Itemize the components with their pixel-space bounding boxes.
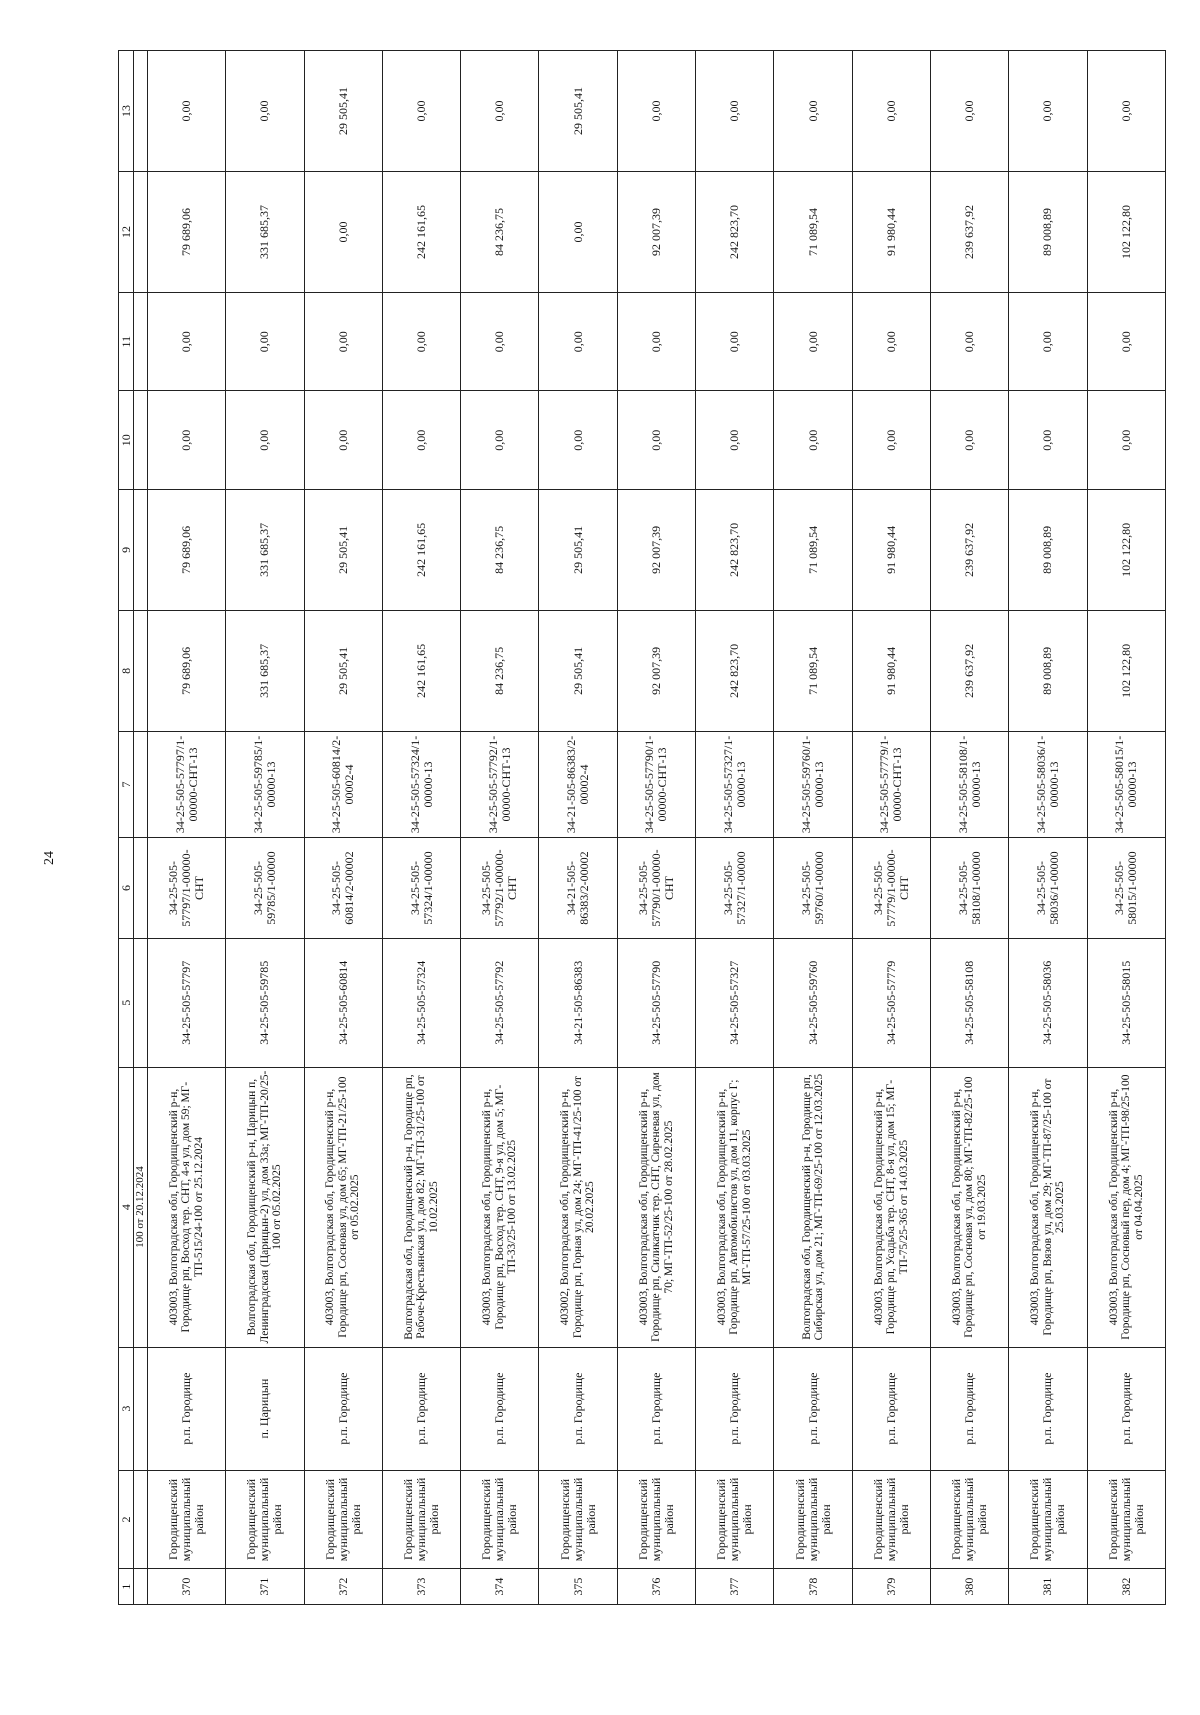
cell-amount-paid: 242 823,70 (696, 489, 774, 610)
cell-col-13: 0,00 (930, 51, 1008, 172)
cell-row-number: 381 (1009, 1569, 1087, 1605)
cell-address: 403003, Волгоградская обл, Городищенский р-н, Городище рп, Сосновая ул, дом 80; МГ-ТП-82/25-100 от 19.03.2025 (930, 1067, 1008, 1347)
cell-object-id: 34-25-505-59785/1-00000 (226, 838, 304, 939)
cell-col-10: 0,00 (539, 391, 617, 490)
cell-settlement: р.п. Городище (930, 1347, 1008, 1470)
cell-address: 403003, Волгоградская обл, Городищенский р-н, Городище рп, Автомобилистов ул, дом 11, корпус Г; МГ-ТП-57/25-100 от 03.03.2025 (696, 1067, 774, 1347)
cell-district: Городищенский муниципальный район (696, 1470, 774, 1569)
cell-col-12: 242 161,65 (382, 172, 460, 293)
cell-col-12: 331 685,37 (226, 172, 304, 293)
cell-col-11: 0,00 (226, 292, 304, 391)
column-header-3: 3 (119, 1347, 134, 1470)
cell-amount-total: 29 505,41 (304, 610, 382, 731)
cell-col-10: 0,00 (1087, 391, 1165, 490)
cell-amount-paid: 331 685,37 (226, 489, 304, 610)
cell-district: Городищенский муниципальный район (617, 1470, 695, 1569)
cell-cadastral-code: 34-25-505-58108 (930, 938, 1008, 1067)
cell-account-id: 34-25-505-58036/1-00000-13 (1009, 731, 1087, 837)
cell-empty (134, 51, 148, 172)
cell-district: Городищенский муниципальный район (930, 1470, 1008, 1569)
table-row (226, 51, 304, 1605)
cell-object-id: 34-25-505-57327/1-00000 (696, 838, 774, 939)
cell-row-number: 377 (696, 1569, 774, 1605)
table-row (774, 51, 852, 1605)
cell-col-12: 92 007,39 (617, 172, 695, 293)
cell-row-number: 382 (1087, 1569, 1165, 1605)
cell-col-13: 29 505,41 (539, 51, 617, 172)
table-row (852, 51, 930, 1605)
table-row (696, 51, 774, 1605)
continuation-text: 100 от 20.12.2024 (134, 1067, 148, 1347)
cell-district: Городищенский муниципальный район (461, 1470, 539, 1569)
cell-col-10: 0,00 (617, 391, 695, 490)
cell-amount-total: 239 637,92 (930, 610, 1008, 731)
cell-amount-total: 102 122,80 (1087, 610, 1165, 731)
cell-empty (134, 1470, 148, 1569)
cell-cadastral-code: 34-25-505-57779 (852, 938, 930, 1067)
cell-account-id: 34-25-505-60814/2-00002-4 (304, 731, 382, 837)
column-header-4: 4 (119, 1067, 134, 1347)
cell-row-number: 376 (617, 1569, 695, 1605)
cell-address: Волгоградская обл, Городищенский р-н, Городище рп, Рабоче-Крестьянская ул, дом 82; МГ-ТП-31/25-100 от 10.02.2025 (382, 1067, 460, 1347)
cell-row-number: 375 (539, 1569, 617, 1605)
table-row (539, 51, 617, 1605)
cell-col-13: 0,00 (1087, 51, 1165, 172)
cell-account-id: 34-25-505-57324/1-00000-13 (382, 731, 460, 837)
cell-col-12: 71 089,54 (774, 172, 852, 293)
cell-col-12: 0,00 (539, 172, 617, 293)
cell-amount-total: 91 980,44 (852, 610, 930, 731)
cell-amount-paid: 91 980,44 (852, 489, 930, 610)
cell-object-id: 34-25-505-57792/1-00000-СНТ (461, 838, 539, 939)
cell-row-number: 378 (774, 1569, 852, 1605)
cell-amount-paid: 29 505,41 (539, 489, 617, 610)
cell-cadastral-code: 34-25-505-57327 (696, 938, 774, 1067)
cell-col-11: 0,00 (304, 292, 382, 391)
cell-account-id: 34-25-505-57792/1-00000-СНТ-13 (461, 731, 539, 837)
cell-district: Городищенский муниципальный район (226, 1470, 304, 1569)
table-row (461, 51, 539, 1605)
cell-object-id: 34-21-505-86383/2-00002 (539, 838, 617, 939)
cell-cadastral-code: 34-25-505-57792 (461, 938, 539, 1067)
cell-account-id: 34-25-505-57779/1-00000-СНТ-13 (852, 731, 930, 837)
cell-settlement: р.п. Городище (382, 1347, 460, 1470)
cell-settlement: р.п. Городище (617, 1347, 695, 1470)
cell-row-number: 370 (148, 1569, 226, 1605)
cell-empty (134, 938, 148, 1067)
cell-col-11: 0,00 (852, 292, 930, 391)
cell-col-11: 0,00 (774, 292, 852, 391)
cell-empty (134, 731, 148, 837)
cell-cadastral-code: 34-25-505-60814 (304, 938, 382, 1067)
cell-col-11: 0,00 (148, 292, 226, 391)
cell-col-13: 0,00 (1009, 51, 1087, 172)
cell-district: Городищенский муниципальный район (304, 1470, 382, 1569)
cell-col-11: 0,00 (539, 292, 617, 391)
column-header-5: 5 (119, 938, 134, 1067)
cell-col-11: 0,00 (382, 292, 460, 391)
cell-amount-total: 79 689,06 (148, 610, 226, 731)
cell-empty (134, 391, 148, 490)
cell-empty (134, 292, 148, 391)
table-row (304, 51, 382, 1605)
cell-cadastral-code: 34-21-505-86383 (539, 938, 617, 1067)
column-header-12: 12 (119, 172, 134, 293)
cell-amount-total: 331 685,37 (226, 610, 304, 731)
cell-amount-paid: 102 122,80 (1087, 489, 1165, 610)
cell-account-id: 34-25-505-57327/1-00000-13 (696, 731, 774, 837)
cell-amount-total: 89 008,89 (1009, 610, 1087, 731)
cell-amount-paid: 29 505,41 (304, 489, 382, 610)
cell-settlement: р.п. Городище (696, 1347, 774, 1470)
cell-settlement: р.п. Городище (1009, 1347, 1087, 1470)
cell-cadastral-code: 34-25-505-59785 (226, 938, 304, 1067)
cell-account-id: 34-25-505-57797/1-00000-СНТ-13 (148, 731, 226, 837)
table-row (1009, 51, 1087, 1605)
cell-settlement: р.п. Городище (852, 1347, 930, 1470)
cell-empty (134, 489, 148, 610)
cell-district: Городищенский муниципальный район (1009, 1470, 1087, 1569)
cell-address: Волгоградская обл, Городищенский р-н, Царицын п, Ленинградская (Царицын-2) ул, дом 33а; МГ-ТП-20/25-100 от 05.02.2025 (226, 1067, 304, 1347)
cell-district: Городищенский муниципальный район (852, 1470, 930, 1569)
cell-cadastral-code: 34-25-505-59760 (774, 938, 852, 1067)
cell-cadastral-code: 34-25-505-57797 (148, 938, 226, 1067)
cell-account-id: 34-25-505-58108/1-00000-13 (930, 731, 1008, 837)
cell-address: 403002, Волгоградская обл, Городищенский р-н, Городище рп, Горная ул, дом 24; МГ-ТП-41/25-100 от 20.02.2025 (539, 1067, 617, 1347)
cell-col-10: 0,00 (304, 391, 382, 490)
cell-address: 403003, Волгоградская обл, Городищенский р-н, Городище рп, Сосновый пер, дом 4; МГ-ТП-98/25-100 от 04.04.2025 (1087, 1067, 1165, 1347)
column-header-1: 1 (119, 1569, 134, 1605)
cell-address: 403003, Волгоградская обл, Городищенский р-н, Городище рп, Восход тер. СНТ, 9-я ул, дом 5; МГ-ТП-33/25-100 от 13.02.2025 (461, 1067, 539, 1347)
column-header-13: 13 (119, 51, 134, 172)
column-header-10: 10 (119, 391, 134, 490)
cell-col-13: 0,00 (461, 51, 539, 172)
cell-col-12: 102 122,80 (1087, 172, 1165, 293)
cell-col-13: 0,00 (774, 51, 852, 172)
cell-object-id: 34-25-505-58036/1-00000 (1009, 838, 1087, 939)
cell-row-number: 374 (461, 1569, 539, 1605)
cell-amount-paid: 89 008,89 (1009, 489, 1087, 610)
cell-empty (134, 1347, 148, 1470)
cell-col-10: 0,00 (148, 391, 226, 490)
cell-settlement: р.п. Городище (539, 1347, 617, 1470)
cell-row-number: 379 (852, 1569, 930, 1605)
cell-row-number: 373 (382, 1569, 460, 1605)
cell-settlement: р.п. Городище (148, 1347, 226, 1470)
cell-account-id: 34-21-505-86383/2-00002-4 (539, 731, 617, 837)
cell-account-id: 34-25-505-58015/1-00000-13 (1087, 731, 1165, 837)
column-header-2: 2 (119, 1470, 134, 1569)
cell-col-12: 0,00 (304, 172, 382, 293)
cell-cadastral-code: 34-25-505-58036 (1009, 938, 1087, 1067)
cell-settlement: п. Царицын (226, 1347, 304, 1470)
cell-empty (134, 1569, 148, 1605)
cell-row-number: 380 (930, 1569, 1008, 1605)
cell-address: 403003, Волгоградская обл, Городищенский р-н, Городище рп, Силикатчик тер. СНТ, Сиреневая ул, дом 70; МГ-ТП-52/25-100 от 28.02.2025 (617, 1067, 695, 1347)
cell-col-10: 0,00 (930, 391, 1008, 490)
cell-col-12: 239 637,92 (930, 172, 1008, 293)
cell-address: Волгоградская обл, Городищенский р-н, Городище рп, Сибирская ул, дом 21; МГ-ТП-69/25-100 от 12.03.2025 (774, 1067, 852, 1347)
continuation-row (134, 51, 148, 1605)
cell-col-10: 0,00 (226, 391, 304, 490)
cell-account-id: 34-25-505-59760/1-00000-13 (774, 731, 852, 837)
table-row (382, 51, 460, 1605)
cell-amount-paid: 79 689,06 (148, 489, 226, 610)
page-number: 24 (42, 851, 57, 865)
column-header-6: 6 (119, 838, 134, 939)
cell-settlement: р.п. Городище (461, 1347, 539, 1470)
cell-address: 403003, Волгоградская обл, Городищенский р-н, Городище рп, Вязов ул, дом 29; МГ-ТП-87/25-100 от 25.03.2025 (1009, 1067, 1087, 1347)
cell-col-11: 0,00 (930, 292, 1008, 391)
cell-settlement: р.п. Городище (1087, 1347, 1165, 1470)
cell-col-12: 79 689,06 (148, 172, 226, 293)
cell-district: Городищенский муниципальный район (1087, 1470, 1165, 1569)
cell-amount-paid: 92 007,39 (617, 489, 695, 610)
cell-col-12: 84 236,75 (461, 172, 539, 293)
cell-col-13: 0,00 (617, 51, 695, 172)
cell-amount-total: 92 007,39 (617, 610, 695, 731)
cell-cadastral-code: 34-25-505-57324 (382, 938, 460, 1067)
cell-col-11: 0,00 (617, 292, 695, 391)
cell-amount-paid: 242 161,65 (382, 489, 460, 610)
cell-amount-total: 242 161,65 (382, 610, 460, 731)
cell-empty (134, 172, 148, 293)
cell-address: 403003, Волгоградская обл, Городищенский р-н, Городище рп, Восход тер. СНТ, 4-я ул, дом 59; МГ-ТП-515/24-100 от 25.12.2024 (148, 1067, 226, 1347)
cell-row-number: 371 (226, 1569, 304, 1605)
cell-amount-total: 84 236,75 (461, 610, 539, 731)
cell-settlement: р.п. Городище (774, 1347, 852, 1470)
column-header-7: 7 (119, 731, 134, 837)
data-table (118, 50, 1166, 1605)
cell-amount-paid: 239 637,92 (930, 489, 1008, 610)
column-header-8: 8 (119, 610, 134, 731)
table-row (1087, 51, 1165, 1605)
cell-col-11: 0,00 (461, 292, 539, 391)
column-header-11: 11 (119, 292, 134, 391)
cell-empty (134, 838, 148, 939)
cell-col-10: 0,00 (696, 391, 774, 490)
cell-district: Городищенский муниципальный район (774, 1470, 852, 1569)
cell-settlement: р.п. Городище (304, 1347, 382, 1470)
cell-col-10: 0,00 (852, 391, 930, 490)
cell-district: Городищенский муниципальный район (148, 1470, 226, 1569)
cell-amount-total: 242 823,70 (696, 610, 774, 731)
cell-col-11: 0,00 (1087, 292, 1165, 391)
cell-address: 403003, Волгоградская обл, Городищенский р-н, Городище рп, Сосновая ул, дом 65; МГ-ТП-21/25-100 от 05.02.2025 (304, 1067, 382, 1347)
cell-object-id: 34-25-505-57797/1-00000-СНТ (148, 838, 226, 939)
cell-col-11: 0,00 (696, 292, 774, 391)
cell-district: Городищенский муниципальный район (539, 1470, 617, 1569)
cell-amount-paid: 71 089,54 (774, 489, 852, 610)
cell-object-id: 34-25-505-57324/1-00000 (382, 838, 460, 939)
cell-amount-paid: 84 236,75 (461, 489, 539, 610)
cell-col-13: 0,00 (226, 51, 304, 172)
cell-object-id: 34-25-505-58108/1-00000 (930, 838, 1008, 939)
cell-col-12: 91 980,44 (852, 172, 930, 293)
cell-col-12: 89 008,89 (1009, 172, 1087, 293)
cell-col-10: 0,00 (382, 391, 460, 490)
cell-object-id: 34-25-505-58015/1-00000 (1087, 838, 1165, 939)
cell-district: Городищенский муниципальный район (382, 1470, 460, 1569)
cell-object-id: 34-25-505-60814/2-00002 (304, 838, 382, 939)
cell-amount-total: 71 089,54 (774, 610, 852, 731)
cell-object-id: 34-25-505-57779/1-00000-СНТ (852, 838, 930, 939)
cell-row-number: 372 (304, 1569, 382, 1605)
cell-empty (134, 610, 148, 731)
cell-col-10: 0,00 (461, 391, 539, 490)
cell-account-id: 34-25-505-59785/1-00000-13 (226, 731, 304, 837)
cell-col-13: 0,00 (696, 51, 774, 172)
cell-account-id: 34-25-505-57790/1-00000-СНТ-13 (617, 731, 695, 837)
cell-col-13: 0,00 (852, 51, 930, 172)
column-header-9: 9 (119, 489, 134, 610)
cell-object-id: 34-25-505-59760/1-00000 (774, 838, 852, 939)
cell-cadastral-code: 34-25-505-57790 (617, 938, 695, 1067)
cell-address: 403003, Волгоградская обл, Городищенский р-н, Городище рп, Усадьба тер. СНТ, 8-я ул, дом 15; МГ-ТП-75/25-365 от 14.03.2025 (852, 1067, 930, 1347)
cell-col-12: 242 823,70 (696, 172, 774, 293)
table-container (118, 50, 1166, 1605)
table-row (148, 51, 226, 1605)
cell-col-10: 0,00 (1009, 391, 1087, 490)
header-row (119, 51, 134, 1605)
table-row (617, 51, 695, 1605)
cell-col-13: 29 505,41 (304, 51, 382, 172)
cell-col-13: 0,00 (382, 51, 460, 172)
table-row (930, 51, 1008, 1605)
cell-col-13: 0,00 (148, 51, 226, 172)
cell-object-id: 34-25-505-57790/1-00000-СНТ (617, 838, 695, 939)
cell-col-11: 0,00 (1009, 292, 1087, 391)
cell-col-10: 0,00 (774, 391, 852, 490)
cell-cadastral-code: 34-25-505-58015 (1087, 938, 1165, 1067)
cell-amount-total: 29 505,41 (539, 610, 617, 731)
